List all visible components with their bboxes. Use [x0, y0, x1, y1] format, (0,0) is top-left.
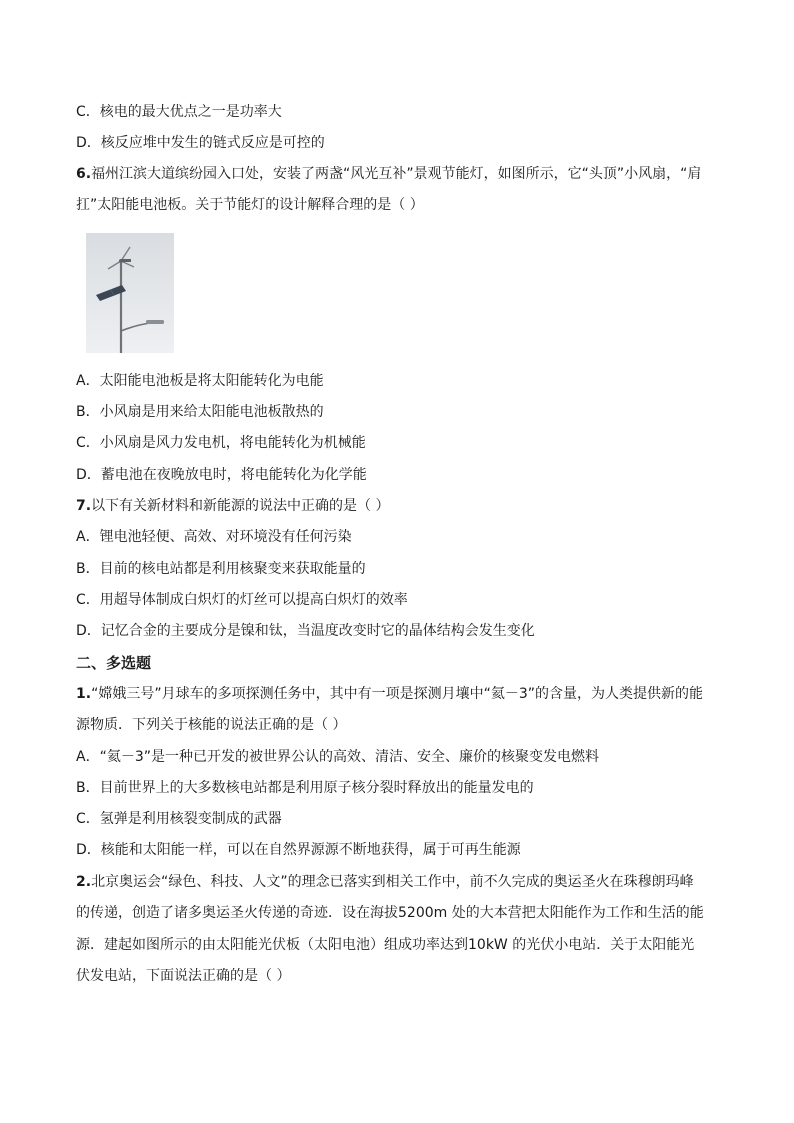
q7-option-b: B．目前的核电站都是利用核聚变来获取能量的 — [76, 561, 366, 577]
q6-option-c: C．小风扇是风力发电机，将电能转化为机械能 — [76, 435, 366, 451]
m1-option-a: A．“氦－3”是一种已开发的被世界公认的高效、清洁、安全、廉价的核聚变发电燃料 — [76, 749, 599, 765]
m2-stem-line4: 伏发电站，下面说法正确的是（ ） — [76, 968, 291, 984]
section-heading-multiple-choice: 二、多选题 — [76, 654, 152, 672]
streetlight-figure — [86, 233, 174, 353]
m1-option-d: D．核能和太阳能一样，可以在自然界源源不断地获得，属于可再生能源 — [76, 842, 521, 858]
m2-stem-text1: 北京奥运会“绿色、科技、人文”的理念已落实到相关工作中，前不久完成的奥运圣火在珠穆朗玛峰 — [91, 874, 694, 890]
m1-stem-text1: “嫦娥三号”月球车的多项探测任务中，其中有一项是探测月壤中“氦－3”的含量，为人类提供新的能 — [91, 686, 703, 702]
q6-stem-line2: 扛”太阳能电池板。关于节能灯的设计解释合理的是（ ） — [76, 197, 424, 213]
q7-option-a: A．锂电池轻便、高效、对环境没有任何污染 — [76, 529, 352, 545]
q6-option-a: A．太阳能电池板是将太阳能转化为电能 — [76, 373, 324, 389]
m1-stem-line1 — [76, 684, 726, 704]
q7-option-c: C．用超导体制成白炽灯的灯丝可以提高白炽灯的效率 — [76, 592, 408, 608]
m1-option-b: B．目前世界上的大多数核电站都是利用原子核分裂时释放出的能量发电的 — [76, 780, 534, 796]
q5-option-d: D．核反应堆中发生的链式反应是可控的 — [76, 135, 325, 151]
m1-stem-line2: 源物质．下列关于核能的说法正确的是（ ） — [76, 717, 347, 733]
m2-stem-line1 — [76, 872, 726, 892]
q6-number: 6. — [76, 166, 92, 182]
q7-stem-text: 以下有关新材料和新能源的说法中正确的是（ ） — [91, 498, 390, 514]
m2-stem-line3: 源．建起如图所示的由太阳能光伏板（太阳电池）组成功率达到10kW 的光伏小电站．关于太阳能光 — [76, 937, 695, 953]
wind-solar-streetlight-photo-icon — [86, 233, 174, 353]
m1-option-c: C．氢弹是利用核裂变制成的武器 — [76, 811, 282, 827]
m2-number: 2. — [76, 874, 92, 890]
q6-option-d: D．蓄电池在夜晚放电时，将电能转化为化学能 — [76, 467, 367, 483]
m2-stem-line2: 的传递，创造了诸多奥运圣火传递的奇迹．设在海拔5200m 处的大本营把太阳能作为工作和生活的能 — [76, 905, 704, 921]
q6-stem-line1 — [76, 164, 726, 184]
q7-stem — [76, 496, 726, 516]
m1-number: 1. — [76, 686, 92, 702]
q7-number: 7. — [76, 498, 92, 514]
q6-stem-text1: 福州江滨大道缤纷园入口处，安装了两盏“风光互补”景观节能灯，如图所示，它“头顶”小风扇，“肩 — [91, 166, 702, 182]
q6-option-b: B．小风扇是用来给太阳能电池板散热的 — [76, 404, 324, 420]
q7-option-d: D．记忆合金的主要成分是镍和钛，当温度改变时它的晶体结构会发生变化 — [76, 623, 535, 639]
q5-option-c: C．核电的最大优点之一是功率大 — [76, 104, 282, 120]
